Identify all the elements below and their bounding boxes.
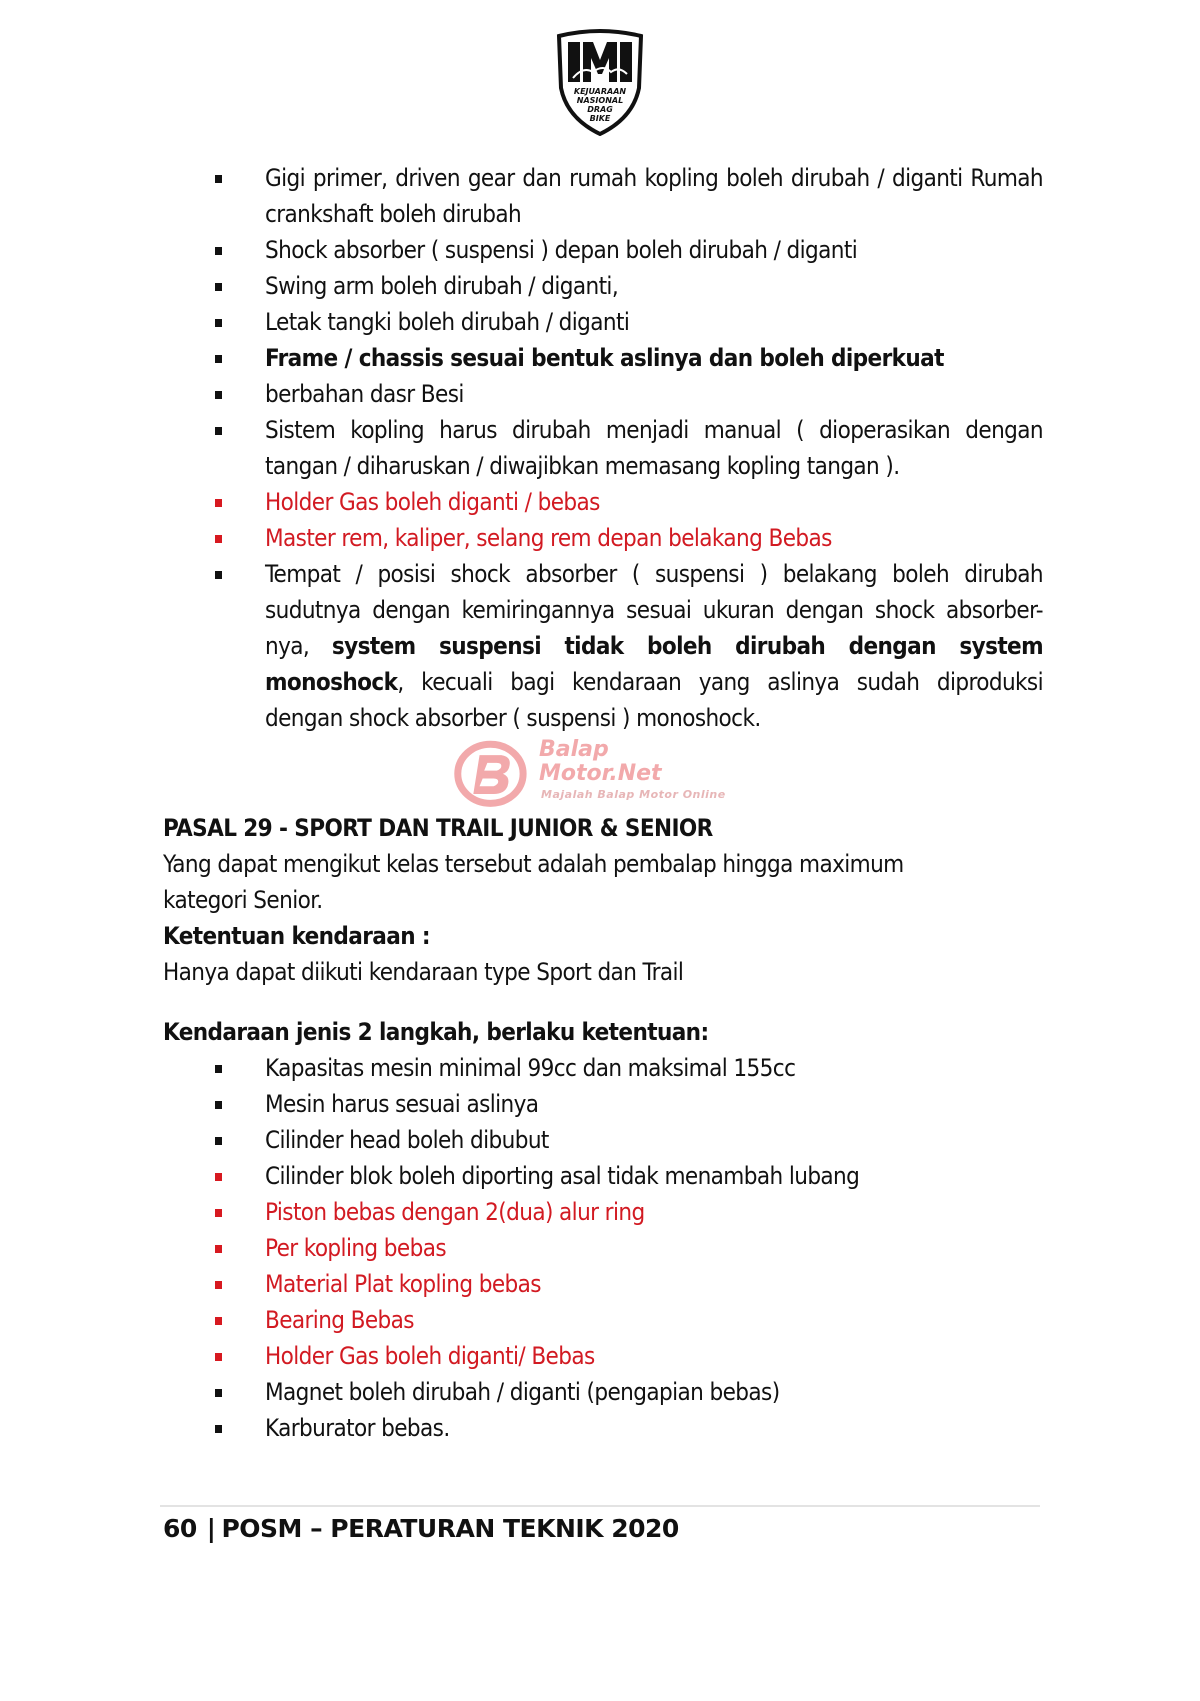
square-bullet-icon xyxy=(215,391,222,399)
list-item-text: Holder Gas boleh diganti/ Bebas xyxy=(265,1342,595,1370)
page-number: 60 xyxy=(163,1514,197,1543)
square-bullet-icon xyxy=(215,1065,222,1073)
list-item-text-part: Tempat / posisi shock absorber ( suspensi ) belakang boleh dirubah sudutnya dengan kemiringannya sesuai ukuran dengan shock absorber- nya, xyxy=(265,560,1043,660)
list-item-text: Letak tangki boleh dirubah / diganti xyxy=(265,308,630,336)
page-footer xyxy=(163,1514,679,1543)
square-bullet-icon xyxy=(215,1425,222,1433)
list-item-text: Kapasitas mesin minimal 99cc dan maksimal 155cc xyxy=(265,1054,796,1082)
list-item xyxy=(213,232,1043,268)
two-stroke-requirements-list xyxy=(213,1050,1043,1446)
list-item-text: Sistem kopling harus dirubah menjadi manual ( dioperasikan dengan tangan / diharuskan / diwajibkan memasang kopling tangan ). xyxy=(265,416,1043,480)
footer-separator: | xyxy=(206,1514,216,1543)
square-bullet-icon xyxy=(215,1137,222,1145)
list-item xyxy=(213,160,1043,232)
list-item xyxy=(213,1194,1043,1230)
watermark-line1: Balap xyxy=(539,737,609,762)
list-item-text: Gigi primer, driven gear dan rumah kopling boleh dirubah / diganti Rumah crankshaft boleh dirubah xyxy=(265,164,1043,228)
square-bullet-icon xyxy=(215,499,222,507)
square-bullet-icon xyxy=(215,427,222,435)
list-item-text: Holder Gas boleh diganti / bebas xyxy=(265,488,600,516)
list-item xyxy=(213,376,1043,412)
list-item xyxy=(213,1122,1043,1158)
list-item xyxy=(213,1374,1043,1410)
list-item xyxy=(213,1410,1043,1446)
square-bullet-icon xyxy=(215,1389,222,1397)
square-bullet-icon xyxy=(215,1281,222,1289)
spacer xyxy=(163,990,1043,1014)
list-item-text: Cilinder head boleh dibubut xyxy=(265,1126,549,1154)
square-bullet-icon xyxy=(215,355,222,363)
list-item xyxy=(213,304,1043,340)
list-item-text: Material Plat kopling bebas xyxy=(265,1270,541,1298)
top-requirements-list xyxy=(213,160,1043,736)
list-item-text: Frame / chassis sesuai bentuk aslinya dan boleh diperkuat xyxy=(265,344,944,372)
square-bullet-icon xyxy=(215,1317,222,1325)
watermark-line2: Motor.Net xyxy=(539,761,662,786)
list-item-text: Mesin harus sesuai aslinya xyxy=(265,1090,539,1118)
section-subheading: Ketentuan kendaraan : xyxy=(163,922,430,950)
footer-divider xyxy=(160,1505,1040,1507)
list-item xyxy=(213,268,1043,304)
square-bullet-icon xyxy=(215,319,222,327)
square-bullet-icon xyxy=(215,175,222,183)
document-page xyxy=(163,160,1043,1446)
imi-shield-logo-icon xyxy=(553,28,647,136)
list-item xyxy=(213,520,1043,556)
section-title: PASAL 29 - SPORT DAN TRAIL JUNIOR & SENIOR xyxy=(163,814,713,842)
balapmotor-watermark xyxy=(453,738,783,808)
square-bullet-icon xyxy=(215,283,222,291)
list-item xyxy=(213,1230,1043,1266)
square-bullet-icon xyxy=(215,1209,222,1217)
section-intro: Yang dapat mengikut kelas tersebut adalah pembalap hingga maximum kategori Senior. xyxy=(163,850,904,914)
list-item xyxy=(213,1086,1043,1122)
watermark-tagline: Majalah Balap Motor Online xyxy=(541,788,726,801)
list-item xyxy=(213,1302,1043,1338)
list-item xyxy=(213,484,1043,520)
list-item-text: Cilinder blok boleh diporting asal tidak menambah lubang xyxy=(265,1162,860,1190)
list-item-text-bold: system suspensi tidak boleh dirubah dengan system monoshock xyxy=(265,632,1043,696)
list-item-text: berbahan dasr Besi xyxy=(265,380,464,408)
list-item xyxy=(213,1266,1043,1302)
square-bullet-icon xyxy=(215,571,222,579)
list-item-text: Per kopling bebas xyxy=(265,1234,446,1262)
square-bullet-icon xyxy=(215,535,222,543)
list-item-text: Master rem, kaliper, selang rem depan belakang Bebas xyxy=(265,524,832,552)
list-item xyxy=(213,556,1043,736)
list-item xyxy=(213,412,1043,484)
list-item xyxy=(213,1050,1043,1086)
list-item-text: Shock absorber ( suspensi ) depan boleh dirubah / diganti xyxy=(265,236,858,264)
logo-line-3: DRAG xyxy=(587,105,613,114)
footer-title: POSM – PERATURAN TEKNIK 2020 xyxy=(221,1514,679,1543)
list-item-text-part: , kecuali bagi kendaraan yang aslinya sudah diproduksi dengan shock absorber ( suspensi ) monoshock. xyxy=(265,668,1043,732)
logo-line-4: BIKE xyxy=(589,114,611,123)
list-item xyxy=(213,340,1043,376)
list-item xyxy=(213,1338,1043,1374)
square-bullet-icon xyxy=(215,1353,222,1361)
list-item-text: Bearing Bebas xyxy=(265,1306,414,1334)
square-bullet-icon xyxy=(215,1245,222,1253)
square-bullet-icon xyxy=(215,1101,222,1109)
logo-line-2: NASIONAL xyxy=(576,96,624,105)
two-stroke-heading: Kendaraan jenis 2 langkah, berlaku ketentuan: xyxy=(163,1018,709,1046)
list-item-text: Piston bebas dengan 2(dua) alur ring xyxy=(265,1198,645,1226)
balapmotor-b-logo-icon xyxy=(453,738,531,808)
list-item-text: Karburator bebas. xyxy=(265,1414,450,1442)
vehicle-types-text: Hanya dapat diikuti kendaraan type Sport dan Trail xyxy=(163,958,684,986)
list-item-text: Swing arm boleh dirubah / diganti, xyxy=(265,272,619,300)
list-item xyxy=(213,1158,1043,1194)
square-bullet-icon xyxy=(215,247,222,255)
logo-line-1: KEJUARAAN xyxy=(573,87,627,96)
square-bullet-icon xyxy=(215,1173,222,1181)
list-item-text: Magnet boleh dirubah / diganti (pengapian bebas) xyxy=(265,1378,780,1406)
